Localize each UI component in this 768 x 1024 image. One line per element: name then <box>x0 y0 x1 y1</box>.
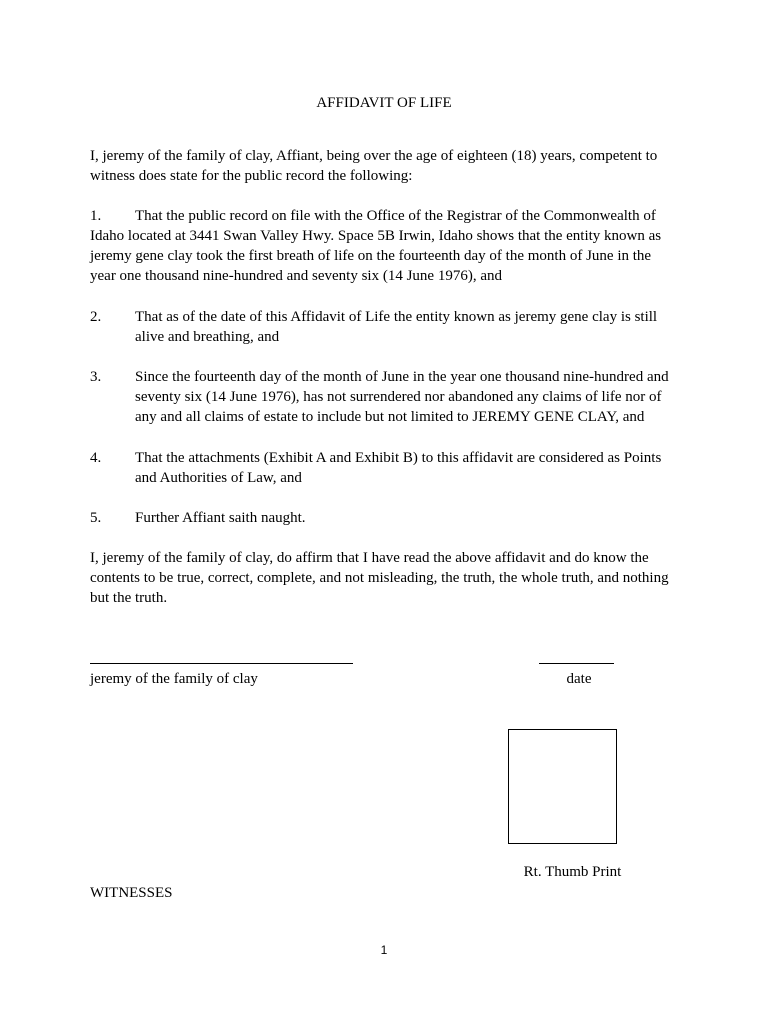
list-item-number: 2. <box>90 309 102 325</box>
signature-line <box>90 663 353 664</box>
affirmation-paragraph: I, jeremy of the family of clay, do affirm that I have read the above affidavit and do know the contents to be true, correct, complete, and not misleading, the truth, the whole truth, and nothing but the truth. <box>90 550 669 606</box>
list-item-number: 4. <box>90 450 102 466</box>
list-item-number: 3. <box>90 369 102 385</box>
document-title: AFFIDAVIT OF LIFE <box>316 95 452 111</box>
list-item <box>90 307 675 347</box>
list-item-text: That the attachments (Exhibit A and Exhibit B) to this affidavit are considered as Points and Authorities of Law, and <box>135 450 662 486</box>
list-item-number: 1. <box>90 208 102 224</box>
date-line <box>539 663 614 664</box>
list-item <box>90 448 675 488</box>
thumb-print-label: Rt. Thumb Print <box>523 864 622 880</box>
list-item-text: That the public record on file with the Office of the Registrar of the Commonwealth of Idaho located at 3441 Swan Valley Hwy. Space 5B Irwin, Idaho shows that the entity known as jeremy gene clay took the first breath of life on the fourteenth day of the month of June in the year one thousand nine-hundred and seventy six (14 June 1976), and <box>90 208 662 284</box>
witnesses-heading: WITNESSES <box>90 885 173 901</box>
date-label: date <box>566 671 592 687</box>
signature-name: jeremy of the family of clay <box>90 671 258 687</box>
list-item <box>90 367 675 427</box>
list-item-number: 5. <box>90 510 102 526</box>
intro-paragraph: I, jeremy of the family of clay, Affiant, being over the age of eighteen (18) years, competent to witness does state for the public record the following: <box>90 148 658 184</box>
list-item-text: Further Affiant saith naught. <box>135 510 306 526</box>
list-item-text: That as of the date of this Affidavit of Life the entity known as jeremy gene clay is still alive and breathing, and <box>135 309 658 345</box>
list-item <box>90 508 675 528</box>
page-number: 1 <box>380 943 388 957</box>
thumb-print-box <box>508 729 617 844</box>
list-item-text: Since the fourteenth day of the month of June in the year one thousand nine-hundred and seventy six (14 June 1976), has not surrendered nor abandoned any claims of life nor of any and all claims of estate to include but not limited to JEREMY GENE CLAY, and <box>135 369 669 425</box>
list-item <box>90 206 675 286</box>
